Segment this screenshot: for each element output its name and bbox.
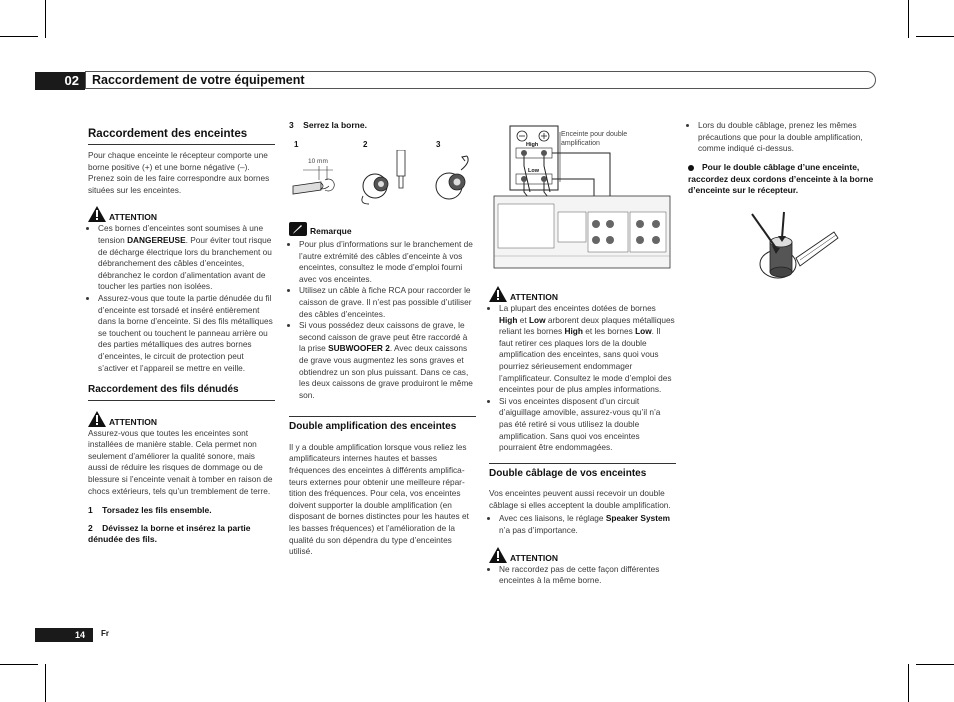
figure-step-number: 3 bbox=[436, 140, 441, 149]
warning-icon bbox=[489, 547, 507, 563]
column-1 bbox=[88, 128, 275, 546]
biwire-terminal-figure bbox=[740, 208, 840, 288]
list-item: • Si vous possédez deux caissons de grave, le second caisson de grave peut être raccordé à la prise SUBWOOFER 2. Avec deux caissons de grave vous augmentez les sons graves et obtiendrez un son plus puissant. Dans ce cas, les deux caissons de grave produiront le même son. bbox=[299, 320, 476, 401]
attention-block bbox=[88, 411, 275, 427]
attention-block bbox=[489, 286, 676, 302]
attention-label: ATTENTION bbox=[510, 552, 559, 563]
crop-mark bbox=[908, 664, 909, 702]
chapter-title: Raccordement de votre équipement bbox=[92, 73, 305, 87]
speaker-terminal-label: Low bbox=[528, 168, 539, 174]
bold-instruction: Pour le double câblage d’une enceinte, raccordez deux cordons d’enceinte à la borne d’enceinte sur le récepteur. bbox=[688, 161, 874, 196]
subsection-title: Raccordement des fils dénudés bbox=[88, 384, 275, 401]
attention-block bbox=[88, 206, 275, 222]
figure-step-number: 2 bbox=[363, 140, 368, 149]
chapter-number: 02 bbox=[35, 72, 85, 90]
column-3 bbox=[489, 286, 676, 587]
crop-mark bbox=[45, 0, 46, 38]
step-1: 1 Torsadez les fils ensemble. bbox=[88, 505, 212, 516]
note-label: Remarque bbox=[310, 226, 352, 236]
subsection-title: Double amplification des enceintes bbox=[289, 416, 476, 437]
attention-label: ATTENTION bbox=[510, 292, 559, 302]
list-item: • Ne raccordez pas de cette façon différentes enceintes à la même borne. bbox=[499, 564, 676, 587]
subsection-title: Double câblage de vos enceintes bbox=[489, 463, 676, 484]
note-list bbox=[289, 239, 476, 401]
attention-list bbox=[489, 303, 676, 454]
speaker-terminal-label: High bbox=[526, 142, 539, 148]
list-item: • Pour plus d’informations sur le branchement de l’autre extrémité des câbles d’enceinte à vos enceintes, consultez le mode d’emploi fourni avec vos enceintes. bbox=[299, 239, 476, 285]
list-item: • La plupart des enceintes dotées de bornes High et Low arborent deux plaques métalliques reliant les bornes High et les bornes Low. Il faut retirer ces plaques lors de la double amplification des enceintes, sans quoi vous pourriez sérieusement endommager l’amplificateur. Consultez le mode d’emploi des enceintes pour de plus amples informations. bbox=[499, 303, 676, 396]
crop-mark bbox=[45, 664, 46, 702]
list-item: • Si vos enceintes disposent d’un circuit d’aiguillage amovible, assurez-vous qu’il n’a pas été retiré si vous utilisez la double amplification. Sans quoi vos enceintes pourraient être endommagées. bbox=[499, 396, 676, 454]
page-number: 14 bbox=[35, 628, 93, 642]
figure-dimension: 10 mm bbox=[308, 158, 328, 165]
step-3: 3 Serrez la borne. bbox=[289, 120, 367, 130]
attention-list bbox=[88, 223, 275, 374]
attention-label: ATTENTION bbox=[109, 212, 158, 223]
list-item: • Avec ces liaisons, le réglage Speaker System n’a pas d’importance. bbox=[499, 513, 676, 536]
warning-icon bbox=[489, 286, 507, 302]
crop-mark bbox=[916, 36, 954, 37]
crop-mark bbox=[0, 36, 38, 37]
attention-block bbox=[489, 547, 676, 563]
diagram-caption: Enceinte pour double amplification bbox=[561, 131, 628, 147]
intro-paragraph: Pour chaque enceinte le récepteur comporte une borne positive (+) et une borne négative (–). Prenez soin de les faire correspondre aux bornes situées sur les enceintes. bbox=[88, 150, 270, 195]
list-item: • Utilisez un câble à fiche RCA pour raccorder le caisson de grave. Il n’est pas possible d’utiliser des câbles d’enceintes. bbox=[299, 285, 476, 320]
filled-bullet-icon bbox=[688, 165, 694, 171]
attention-list bbox=[489, 564, 676, 587]
biwire-paragraph: Vos enceintes peuvent aussi recevoir un double câblage si elles acceptent la double amplification. bbox=[489, 488, 671, 510]
pencil-note-icon bbox=[289, 222, 307, 236]
list-item: • Ces bornes d’enceintes sont soumises à une tension DANGEREUSE. Pour éviter tout risque de décharge électrique lors du branchement ou débranchement des câbles d’enceintes, débranchez le cordon d’alimentation avant de toucher les parties non isolées. bbox=[98, 223, 275, 293]
attention-paragraph: Assurez-vous que toutes les enceintes sont installées de manière stable. Cela permet non seulement d’améliorer la qualité sonore, mais aussi de réduire les risques de dommage ou de blessure si l’enceinte venait à tomber en raison de chocs extérieurs, tels qu’un tremblement de terre. bbox=[88, 427, 273, 496]
crop-mark bbox=[908, 0, 909, 38]
step-2: 2 Dévissez la borne et insérez la partie dénudée des fils. bbox=[88, 522, 251, 545]
column-2-notes bbox=[289, 222, 476, 558]
warning-icon bbox=[88, 206, 106, 222]
crop-mark bbox=[916, 664, 954, 665]
language-code: Fr bbox=[101, 629, 109, 638]
attention-label: ATTENTION bbox=[109, 416, 158, 427]
crop-mark bbox=[0, 664, 38, 665]
warning-icon bbox=[88, 411, 106, 427]
column-2 bbox=[289, 120, 476, 132]
list-item: • Lors du double câblage, prenez les mêmes précautions que pour la double amplification, comme indiqué ci-dessus. bbox=[698, 120, 876, 155]
biamp-paragraph: Il y a double amplification lorsque vous reliez les amplificateurs internes hautes et basses fréquences des enceintes à différents amplificateurs externes pour obtenir une meilleure répartition des fréquences. Pour cela, vos enceintes doivent supporter la double amplification (en disposant de bornes distinctes pour les hautes et les basses fréquences) et l’amélioration de la qualité du son dépendra du type d’enceintes utilisé. bbox=[289, 441, 469, 557]
figure-step-number: 1 bbox=[294, 140, 299, 149]
section-title: Raccordement des enceintes bbox=[88, 128, 275, 145]
biwire-list bbox=[489, 513, 676, 536]
note-block bbox=[289, 222, 476, 236]
column-4 bbox=[688, 120, 876, 197]
list-item: • Assurez-vous que toute la partie dénudée du fil d’enceinte est torsadé et inséré entièrement dans la borne d’enceinte. Si des fils métalliques se touchent ou touchent le panneau arrière ou des parties métalliques des autres bornes d’enceintes, le circuit de protection peut s’activer et l’appareil se mettre en veille. bbox=[98, 293, 275, 374]
biamp-connection-diagram bbox=[490, 122, 676, 282]
wire-terminal-figure bbox=[289, 150, 479, 210]
list bbox=[688, 120, 876, 155]
